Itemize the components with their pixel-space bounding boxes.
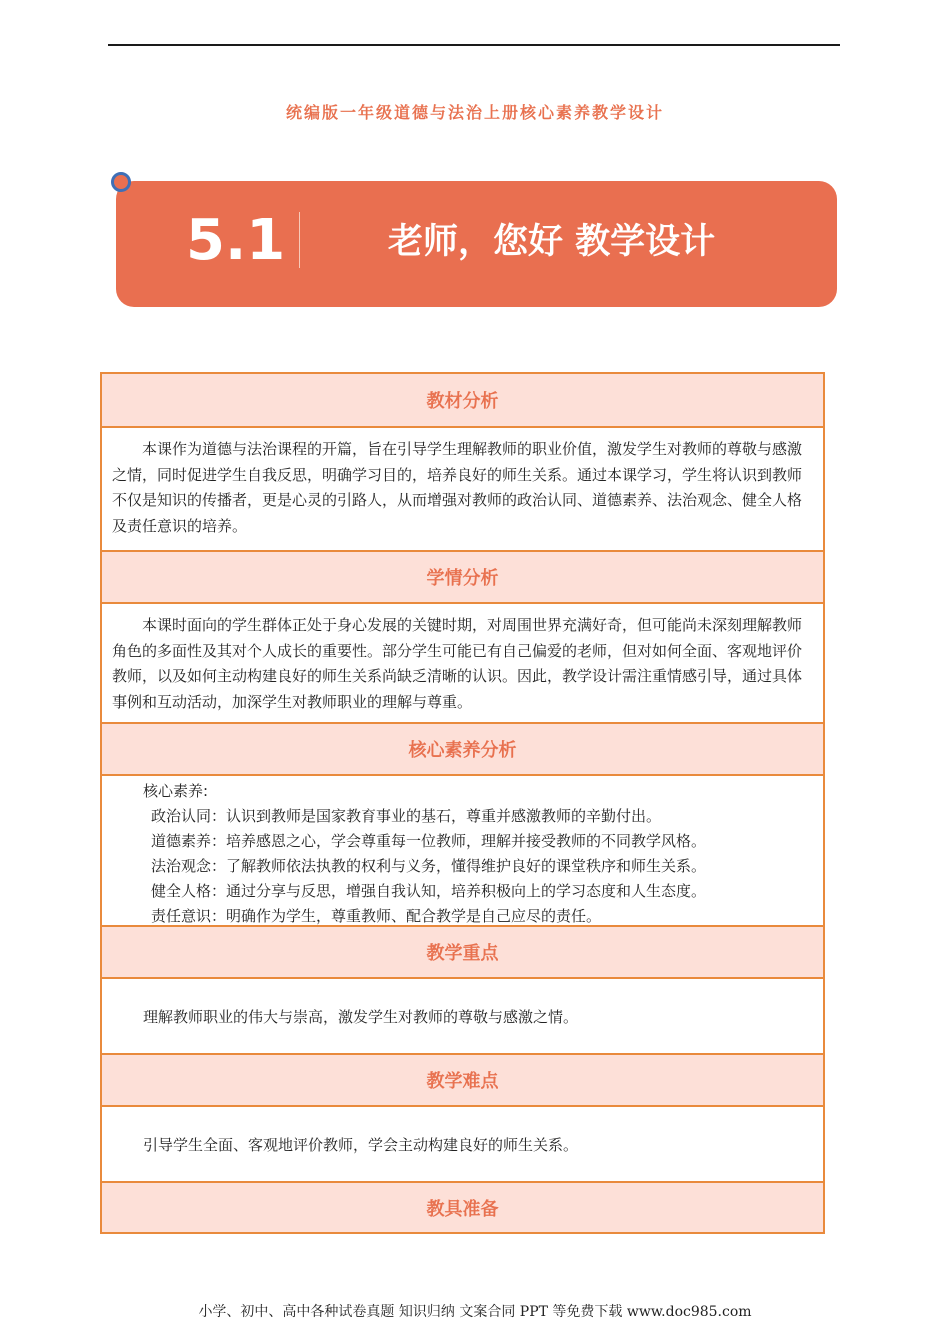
material-analysis-text: 本课作为道德与法治课程的开篇，旨在引导学生理解教师的职业价值，激发学生对教师的尊敬与感激之情，同时促进学生自我反思，明确学习目的，培养良好的师生关系。通过本课学习，学生将认识到教师不仅是知识的传播者，更是心灵的引路人，从而增强对教师的政治认同、道德素养、法治观念、健全人格及责任意识的培养。 (112, 440, 803, 535)
core-item-personality: 健全人格：通过分享与反思，增强自我认知，培养积极向上的学习态度和人生态度。 (151, 882, 707, 900)
key-points-heading: 教学重点 (102, 927, 823, 977)
difficulties-text: 引导学生全面、客观地评价教师，学会主动构建良好的师生关系。 (143, 1135, 579, 1154)
document-header: 统编版一年级道德与法治上册核心素养教学设计 (285, 103, 664, 122)
lesson-title: 老师，您好 教学设计 (388, 222, 716, 262)
core-item-political: 政治认同：认识到教师是国家教育事业的基石，尊重并感激教师的辛勤付出。 (151, 807, 662, 825)
lesson-plan-table (100, 372, 825, 1234)
top-rule (108, 44, 840, 46)
divider (102, 774, 823, 776)
learner-analysis-heading: 学情分析 (102, 552, 823, 602)
divider (102, 426, 823, 428)
learner-analysis-text: 本课时面向的学生群体正处于身心发展的关键时期，对周围世界充满好奇，但可能尚未深刻理解教师角色的多面性及其对个人成长的重要性。部分学生可能已有自己偏爱的老师，但对如何全面、客观地评价教师，以及如何主动构建良好的师生关系尚缺乏清晰的认识。因此，教学设计需注重情感引导，通过具体事例和互动活动，加深学生对教师职业的理解与尊重。 (112, 616, 803, 711)
lesson-number: 5.1 (186, 208, 286, 273)
banner-dot-icon (111, 172, 131, 192)
core-literacy-content (102, 777, 823, 925)
banner-separator (299, 212, 300, 268)
core-item-responsibility: 责任意识：明确作为学生，尊重教师、配合教学是自己应尽的责任。 (151, 907, 602, 925)
material-analysis-heading: 教材分析 (102, 374, 823, 426)
difficulties-heading: 教学难点 (102, 1055, 823, 1105)
page-footer: 小学、初中、高中各种试卷真题 知识归纳 文案合同 PPT 等免费下载 www.doc985.com (198, 1304, 752, 1320)
core-literacy-intro: 核心素养: (143, 782, 209, 800)
core-literacy-heading: 核心素养分析 (102, 724, 823, 774)
teaching-materials-heading: 教具准备 (102, 1183, 823, 1232)
core-item-legal: 法治观念：了解教师依法执教的权利与义务，懂得维护良好的课堂秩序和师生关系。 (151, 857, 707, 875)
key-points-text: 理解教师职业的伟大与崇高，激发学生对教师的尊敬与感激之情。 (143, 1007, 579, 1026)
divider (102, 602, 823, 604)
core-item-moral: 道德素养：培养感恩之心，学会尊重每一位教师，理解并接受教师的不同教学风格。 (151, 832, 707, 850)
